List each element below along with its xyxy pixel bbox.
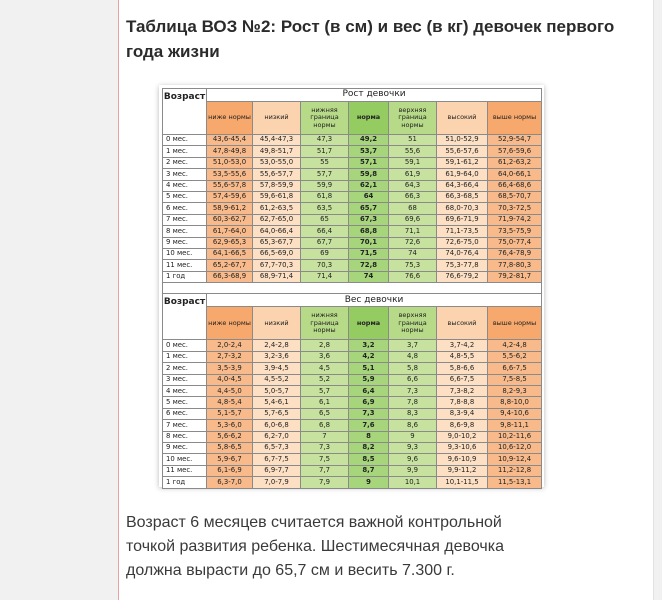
value-cell: 6,6 [389,374,437,385]
value-cell: 3,7-4,2 [437,340,488,351]
value-cell: 4,4-5,0 [207,386,253,397]
value-cell: 5,5-6,2 [488,351,542,362]
age-cell: 8 мес. [163,226,207,237]
value-cell: 7,5-8,5 [488,374,542,385]
value-cell: 3,2-3,6 [253,351,301,362]
value-cell: 51,0-52,9 [437,135,488,146]
value-cell: 6,2-7,0 [253,431,301,442]
value-cell: 70,3 [301,260,349,271]
value-cell: 6,4 [349,386,389,397]
value-cell: 68,5-70,7 [488,191,542,202]
value-cell: 69,6 [389,214,437,225]
value-cell: 6,1-6,9 [207,465,253,476]
value-cell: 71,1-73,5 [437,226,488,237]
value-cell: 2,4-2,8 [253,340,301,351]
value-cell: 9,9 [389,465,437,476]
article-title: Таблица ВОЗ №2: Рост (в см) и вес (в кг) девочек первого года жизни [126,17,615,61]
value-cell: 5,6-6,2 [207,431,253,442]
value-cell: 77,8-80,3 [488,260,542,271]
value-cell: 6,8 [301,420,349,431]
value-cell: 7,8-8,8 [437,397,488,408]
table-row [163,386,542,397]
value-cell: 51 [389,135,437,146]
value-cell: 64,1-66,5 [207,248,253,259]
column-header: низкий [253,307,301,340]
age-cell: 8 мес. [163,431,207,442]
table-row [163,180,542,191]
value-cell: 61,2-63,5 [253,203,301,214]
value-cell: 4,5 [301,363,349,374]
value-cell: 7 [301,431,349,442]
value-cell: 69 [301,248,349,259]
value-cell: 6,9-7,7 [253,465,301,476]
age-cell: 9 мес. [163,237,207,248]
value-cell: 6,3-7,0 [207,477,253,488]
value-cell: 9,3 [389,442,437,453]
value-cell: 4,8 [389,351,437,362]
value-cell: 5,3-6,0 [207,420,253,431]
value-cell: 5,1 [349,363,389,374]
value-cell: 74,0-76,4 [437,248,488,259]
value-cell: 2,0-2,4 [207,340,253,351]
value-cell: 7,5 [301,454,349,465]
value-cell: 70,1 [349,237,389,248]
value-cell: 5,0-5,7 [253,386,301,397]
column-header: верхняя граница нормы [389,102,437,135]
value-cell: 6,6-7,5 [488,363,542,374]
value-cell: 3,9-4,5 [253,363,301,374]
value-cell: 4,2 [349,351,389,362]
value-cell: 67,7-70,3 [253,260,301,271]
value-cell: 74 [389,248,437,259]
age-cell: 10 мес. [163,454,207,465]
value-cell: 65 [301,214,349,225]
table-row [163,260,542,271]
table-row [163,397,542,408]
value-cell: 4,5-5,2 [253,374,301,385]
age-column-header: Возраст [163,89,207,135]
age-cell: 7 мес. [163,214,207,225]
value-cell: 47,3 [301,135,349,146]
value-cell: 5,8-6,5 [207,442,253,453]
value-cell: 6,7-7,5 [253,454,301,465]
value-cell: 75,3-77,8 [437,260,488,271]
table-row [163,408,542,419]
age-cell: 5 мес. [163,397,207,408]
value-cell: 3,5-3,9 [207,363,253,374]
table-row [163,431,542,442]
value-cell: 8,3-9,4 [437,408,488,419]
value-cell: 57,8-59,9 [253,180,301,191]
value-cell: 10,1 [389,477,437,488]
age-cell: 2 мес. [163,157,207,168]
value-cell: 53,7 [349,146,389,157]
table-row [163,157,542,168]
column-header: ниже нормы [207,307,253,340]
age-cell: 1 мес. [163,146,207,157]
value-cell: 59,9 [301,180,349,191]
value-cell: 8,6-9,8 [437,420,488,431]
value-cell: 4,8-5,5 [437,351,488,362]
value-cell: 55 [301,157,349,168]
value-cell: 6,9 [349,397,389,408]
value-cell: 65,7 [349,203,389,214]
value-cell: 9,4-10,6 [488,408,542,419]
table-row [163,363,542,374]
value-cell: 65,3-67,7 [253,237,301,248]
value-cell: 53,0-55,0 [253,157,301,168]
column-header: высокий [437,307,488,340]
value-cell: 66,5-69,0 [253,248,301,259]
table-row [163,420,542,431]
age-cell: 3 мес. [163,374,207,385]
value-cell: 8,6 [389,420,437,431]
value-cell: 7,7 [301,465,349,476]
column-header: ниже нормы [207,102,253,135]
value-cell: 6,6-7,5 [437,374,488,385]
value-cell: 60,3-62,7 [207,214,253,225]
age-column-header: Возраст [163,294,207,340]
value-cell: 71,1 [389,226,437,237]
value-cell: 11,2-12,8 [488,465,542,476]
value-cell: 9,0-10,2 [437,431,488,442]
value-cell: 68,8 [349,226,389,237]
value-cell: 64,0-66,1 [488,169,542,180]
age-cell: 0 мес. [163,135,207,146]
value-cell: 71,4 [301,271,349,282]
value-cell: 72,8 [349,260,389,271]
value-cell: 7,3 [301,442,349,453]
who-growth-table [162,88,542,489]
value-cell: 8,3 [389,408,437,419]
value-cell: 55,6-57,8 [207,180,253,191]
value-cell: 64,3 [389,180,437,191]
value-cell: 57,7 [301,169,349,180]
value-cell: 7,8 [389,397,437,408]
value-cell: 7,9 [301,477,349,488]
table-row [163,340,542,351]
age-cell: 10 мес. [163,248,207,259]
table-row [163,146,542,157]
age-cell: 6 мес. [163,408,207,419]
value-cell: 5,8-6,6 [437,363,488,374]
value-cell: 62,9-65,3 [207,237,253,248]
age-cell: 1 год [163,271,207,282]
value-cell: 71,9-74,2 [488,214,542,225]
value-cell: 5,4-6,1 [253,397,301,408]
value-cell: 61,8 [301,191,349,202]
value-cell: 2,7-3,2 [207,351,253,362]
age-cell: 4 мес. [163,180,207,191]
value-cell: 57,6-59,6 [488,146,542,157]
value-cell: 9,3-10,6 [437,442,488,453]
value-cell: 64,3-66,4 [437,180,488,191]
age-cell: 0 мес. [163,340,207,351]
value-cell: 57,4-59,6 [207,191,253,202]
value-cell: 8,7 [349,465,389,476]
value-cell: 67,7 [301,237,349,248]
value-cell: 5,8 [389,363,437,374]
column-header: высокий [437,102,488,135]
column-header: выше нормы [488,102,542,135]
value-cell: 55,6 [389,146,437,157]
value-cell: 3,7 [389,340,437,351]
table-row [163,465,542,476]
value-cell: 5,7 [301,386,349,397]
age-cell: 5 мес. [163,191,207,202]
age-cell: 7 мес. [163,420,207,431]
table-row [163,442,542,453]
value-cell: 5,2 [301,374,349,385]
value-cell: 59,1 [389,157,437,168]
value-cell: 49,8-51,7 [253,146,301,157]
column-header: выше нормы [488,307,542,340]
value-cell: 4,0-4,5 [207,374,253,385]
column-header: низкий [253,102,301,135]
value-cell: 75,0-77,4 [488,237,542,248]
who-table-image [159,85,544,487]
value-cell: 75,3 [389,260,437,271]
value-cell: 66,3-68,9 [207,271,253,282]
age-cell: 3 мес. [163,169,207,180]
age-cell: 1 мес. [163,351,207,362]
age-cell: 11 мес. [163,465,207,476]
value-cell: 61,9-64,0 [437,169,488,180]
value-cell: 10,1-11,5 [437,477,488,488]
value-cell: 64 [349,191,389,202]
table-row [163,203,542,214]
value-cell: 4,8-5,4 [207,397,253,408]
value-cell: 66,3 [389,191,437,202]
column-header: верхняя граница нормы [389,307,437,340]
value-cell: 72,6-75,0 [437,237,488,248]
table-row [163,191,542,202]
value-cell: 10,6-12,0 [488,442,542,453]
value-cell: 9 [349,477,389,488]
age-cell: 1 год [163,477,207,488]
value-cell: 6,0-6,8 [253,420,301,431]
table-row [163,454,542,465]
value-cell: 71,5 [349,248,389,259]
age-cell: 4 мес. [163,386,207,397]
value-cell: 5,9 [349,374,389,385]
table-row [163,271,542,282]
value-cell: 8,5 [349,454,389,465]
value-cell: 61,7-64,0 [207,226,253,237]
value-cell: 76,4-78,9 [488,248,542,259]
value-cell: 11,5-13,1 [488,477,542,488]
value-cell: 72,6 [389,237,437,248]
value-cell: 70,3-72,5 [488,203,542,214]
value-cell: 67,3 [349,214,389,225]
age-cell: 11 мес. [163,260,207,271]
table-row [163,477,542,488]
value-cell: 6,5-7,3 [253,442,301,453]
age-cell: 2 мес. [163,363,207,374]
value-cell: 7,6 [349,420,389,431]
value-cell: 52,9-54,7 [488,135,542,146]
column-header: нижняя граница нормы [301,102,349,135]
article-paragraph: Возраст 6 месяцев считается важной контрольной точкой развития ребенка. Шестимесячная девочка должна вырасти до 65,7 см и весить 7.300 г. [126,514,504,579]
value-cell: 59,6-61,8 [253,191,301,202]
value-cell: 9,8-11,1 [488,420,542,431]
value-cell: 66,3-68,5 [437,191,488,202]
value-cell: 74 [349,271,389,282]
table-row [163,226,542,237]
value-cell: 53,5-55,6 [207,169,253,180]
column-header: норма [349,307,389,340]
value-cell: 10,2-11,6 [488,431,542,442]
value-cell: 7,0-7,9 [253,477,301,488]
value-cell: 3,6 [301,351,349,362]
value-cell: 8 [349,431,389,442]
value-cell: 59,8 [349,169,389,180]
table-row [163,374,542,385]
value-cell: 69,6-71,9 [437,214,488,225]
age-cell: 6 мес. [163,203,207,214]
table-row [163,351,542,362]
column-header: норма [349,102,389,135]
value-cell: 9,6 [389,454,437,465]
value-cell: 6,5 [301,408,349,419]
value-cell: 68 [389,203,437,214]
value-cell: 66,4-68,6 [488,180,542,191]
value-cell: 8,8-10,0 [488,397,542,408]
value-cell: 2,8 [301,340,349,351]
value-cell: 5,9-6,7 [207,454,253,465]
value-cell: 43,6-45,4 [207,135,253,146]
value-cell: 5,1-5,7 [207,408,253,419]
value-cell: 9,6-10,9 [437,454,488,465]
value-cell: 59,1-61,2 [437,157,488,168]
value-cell: 61,2-63,2 [488,157,542,168]
value-cell: 8,2 [349,442,389,453]
value-cell: 65,2-67,7 [207,260,253,271]
value-cell: 62,1 [349,180,389,191]
value-cell: 9 [389,431,437,442]
height-section-title: Рост девочки [207,89,542,102]
value-cell: 73,5-75,9 [488,226,542,237]
value-cell: 45,4-47,3 [253,135,301,146]
value-cell: 57,1 [349,157,389,168]
value-cell: 55,6-57,6 [437,146,488,157]
value-cell: 58,9-61,2 [207,203,253,214]
column-header: нижняя граница нормы [301,307,349,340]
value-cell: 64,0-66,4 [253,226,301,237]
value-cell: 7,3-8,2 [437,386,488,397]
weight-section-title: Вес девочки [207,294,542,307]
value-cell: 4,2-4,8 [488,340,542,351]
value-cell: 7,3 [349,408,389,419]
value-cell: 55,6-57,7 [253,169,301,180]
weight-table-section [163,294,542,488]
table-row [163,135,542,146]
value-cell: 8,2-9,3 [488,386,542,397]
value-cell: 79,2-81,7 [488,271,542,282]
value-cell: 76,6 [389,271,437,282]
article-content [119,0,654,600]
value-cell: 68,0-70,3 [437,203,488,214]
value-cell: 61,9 [389,169,437,180]
value-cell: 66,4 [301,226,349,237]
age-cell: 9 мес. [163,442,207,453]
value-cell: 9,9-11,2 [437,465,488,476]
value-cell: 10,9-12,4 [488,454,542,465]
value-cell: 3,2 [349,340,389,351]
value-cell: 7,3 [389,386,437,397]
table-row [163,248,542,259]
value-cell: 51,7 [301,146,349,157]
value-cell: 62,7-65,0 [253,214,301,225]
value-cell: 5,7-6,5 [253,408,301,419]
height-table-section [163,89,542,283]
value-cell: 68,9-71,4 [253,271,301,282]
table-row [163,237,542,248]
value-cell: 76,6-79,2 [437,271,488,282]
table-row [163,214,542,225]
table-row [163,169,542,180]
value-cell: 6,1 [301,397,349,408]
value-cell: 51,0-53,0 [207,157,253,168]
value-cell: 49,2 [349,135,389,146]
value-cell: 47,8-49,8 [207,146,253,157]
value-cell: 63,5 [301,203,349,214]
